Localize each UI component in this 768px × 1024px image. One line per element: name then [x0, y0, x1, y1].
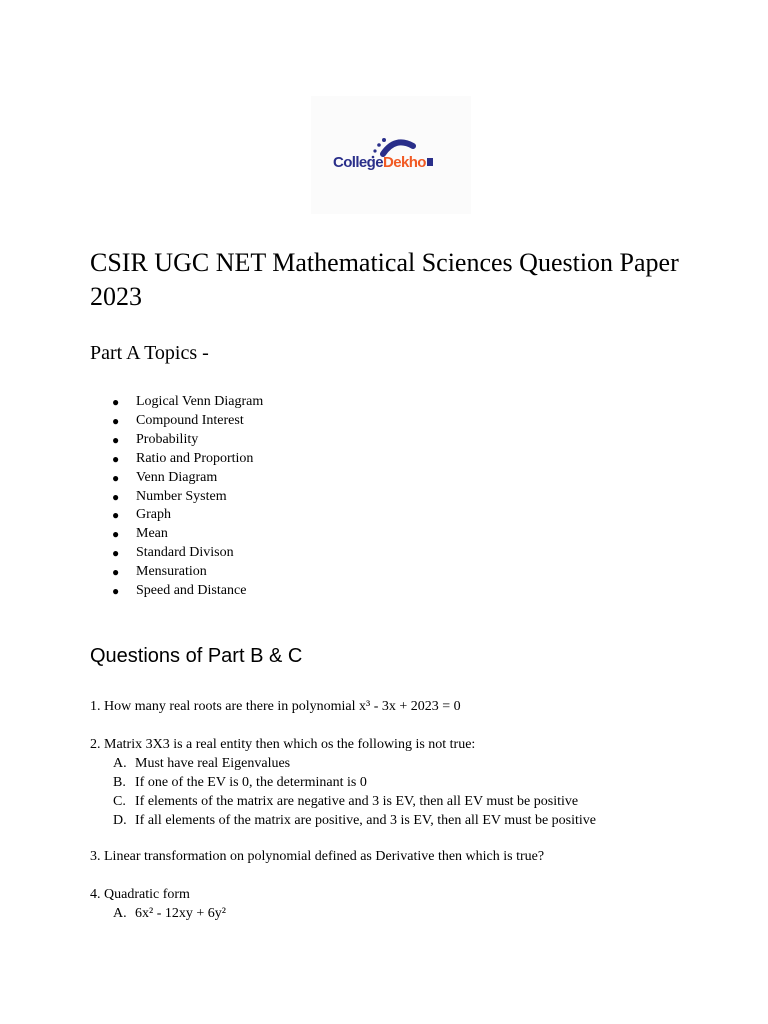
- topic-label: Ratio and Proportion: [136, 450, 254, 466]
- option-text: If all elements of the matrix are positive, and 3 is EV, then all EV must be positive: [135, 813, 596, 828]
- list-item: [112, 582, 263, 601]
- option-letter: B.: [113, 775, 126, 790]
- logo-wordmark: [333, 154, 433, 171]
- list-item: [112, 544, 263, 563]
- part-a-topic-list: [112, 393, 263, 601]
- document-title: CSIR UGC NET Mathematical Sciences Question Paper 2023: [90, 248, 679, 311]
- bullet-icon: ●: [112, 470, 120, 485]
- option-item: [90, 792, 596, 811]
- question-2-options: [90, 754, 596, 830]
- bullet-icon: ●: [112, 395, 120, 409]
- list-item: [112, 393, 263, 412]
- option-text: If one of the EV is 0, the determinant is 0: [135, 775, 367, 790]
- bullet-icon: ●: [112, 508, 120, 523]
- option-item: [90, 773, 596, 792]
- list-item: [112, 412, 263, 431]
- topic-label: Probability: [136, 431, 199, 447]
- list-item: [112, 469, 263, 488]
- list-item: [112, 525, 263, 544]
- option-letter: A.: [113, 906, 127, 921]
- option-item: [90, 754, 596, 773]
- question-4: [90, 885, 226, 923]
- bullet-icon: ●: [112, 527, 120, 542]
- topic-label: Logical Venn Diagram: [136, 394, 264, 409]
- bullet-icon: ●: [112, 451, 120, 466]
- part-a-heading: Part A Topics -: [90, 342, 209, 364]
- topic-label: Graph: [136, 507, 171, 523]
- bullet-icon: ●: [112, 489, 120, 504]
- option-text: Must have real Eigenvalues: [135, 756, 291, 771]
- option-item: [90, 811, 596, 830]
- question-4-options: [90, 904, 226, 923]
- question-text: 2. Matrix 3X3 is a real entity then which os the following is not true:: [90, 737, 476, 752]
- bullet-icon: ●: [112, 432, 120, 447]
- option-text: 6x² - 12xy + 6y²: [135, 906, 226, 921]
- topic-label: Speed and Distance: [136, 583, 247, 599]
- list-item: [112, 431, 263, 450]
- option-letter: A.: [113, 756, 127, 771]
- option-item: [90, 904, 226, 923]
- list-item: [112, 488, 263, 507]
- bullet-icon: ●: [112, 565, 120, 580]
- list-item: [112, 450, 263, 469]
- part-bc-heading: Questions of Part B & C: [90, 645, 303, 667]
- list-item: [112, 563, 263, 582]
- logo-text-college: College: [333, 154, 383, 171]
- question-text: 4. Quadratic form: [90, 887, 190, 902]
- collegedekho-logo: [311, 96, 471, 214]
- topic-label: Mean: [136, 526, 168, 542]
- topic-label: Compound Interest: [136, 412, 244, 428]
- topic-label: Venn Diagram: [136, 469, 218, 485]
- topic-label: Mensuration: [136, 564, 207, 580]
- option-letter: C.: [113, 794, 126, 809]
- bullet-icon: ●: [112, 546, 120, 561]
- question-2: [90, 735, 596, 830]
- bullet-icon: ●: [112, 584, 120, 599]
- option-letter: D.: [113, 813, 127, 828]
- question-3: 3. Linear transformation on polynomial defined as Derivative then which is true?: [90, 849, 545, 864]
- option-text: If elements of the matrix are negative and 3 is EV, then all EV must be positive: [135, 794, 579, 809]
- topic-label: Standard Divison: [136, 545, 234, 561]
- logo-text-dekho: Dekho: [382, 154, 426, 171]
- bullet-icon: ●: [112, 413, 120, 428]
- question-1: 1. How many real roots are there in polynomial x³ - 3x + 2023 = 0: [90, 699, 461, 714]
- list-item: [112, 506, 263, 525]
- logo-mark-icon: [427, 158, 433, 166]
- topic-label: Number System: [136, 488, 227, 504]
